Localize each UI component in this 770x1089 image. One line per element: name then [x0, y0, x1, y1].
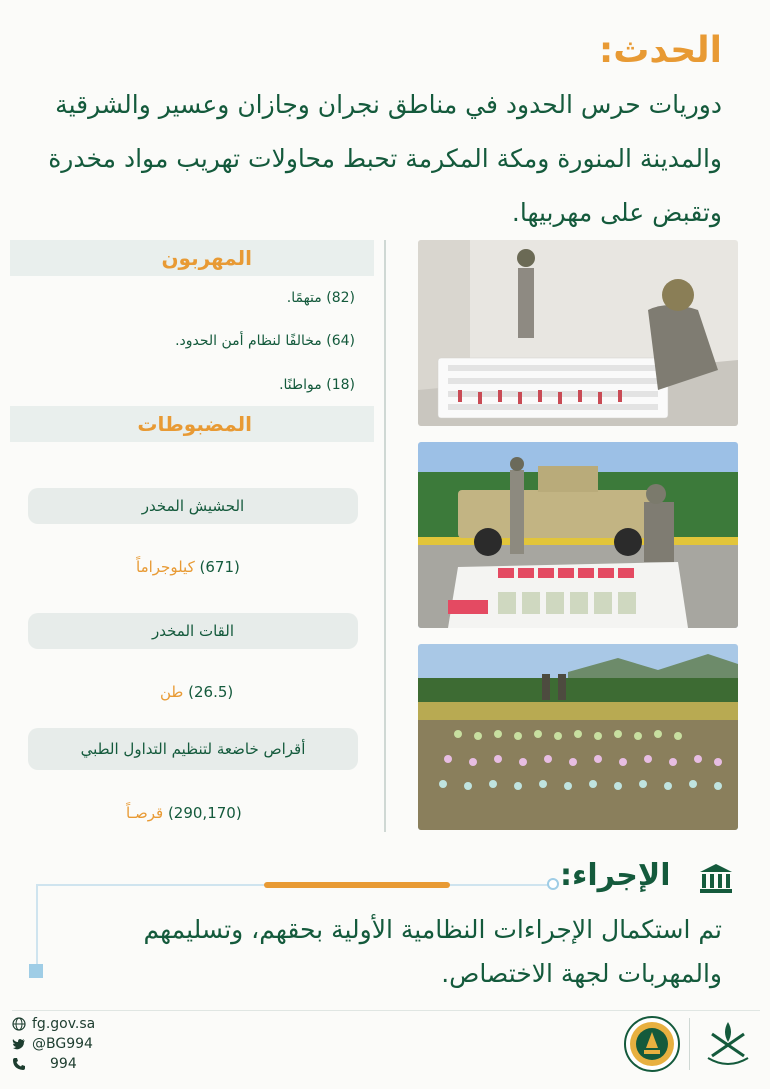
seizure-name: أقراص خاضعة لتنظيم التداول الطبي — [28, 728, 358, 770]
smugglers-header: المهربون — [10, 240, 374, 276]
smuggler-item: (18) مواطنًا. — [279, 377, 355, 393]
column-divider — [384, 240, 386, 832]
photo-patrol-truck — [418, 442, 738, 628]
border-guard-logo — [624, 1016, 680, 1072]
globe-icon — [12, 1017, 26, 1031]
decorative-dot — [547, 878, 559, 890]
twitter-link[interactable]: @BG994 — [12, 1036, 93, 1052]
accent-bar — [264, 882, 450, 888]
seizure-quantity: (671) كيلوجراماً — [136, 558, 240, 576]
decorative-line — [36, 884, 38, 966]
logo-divider — [689, 1018, 690, 1070]
phone-icon — [12, 1057, 26, 1071]
seizure-name: الحشيش المخدر — [28, 488, 358, 524]
bank-icon — [698, 862, 734, 898]
smuggler-item: (64) مخالفًا لنظام أمن الحدود. — [175, 333, 355, 349]
procedure-text: تم استكمال الإجراءات النظامية الأولية بحقهم، وتسليمهم والمهربات لجهة الاختصاص. — [143, 915, 722, 988]
phone-contact[interactable]: 994 — [12, 1056, 77, 1072]
seizure-quantity: (290,170) قرصـاً — [126, 804, 242, 822]
photo-seized-packages-indoor — [418, 240, 738, 426]
smuggler-item: (82) متهمًا. — [286, 290, 355, 306]
twitter-icon — [12, 1037, 26, 1051]
website-link[interactable]: fg.gov.sa — [12, 1016, 95, 1032]
seizures-header: المضبوطات — [10, 406, 374, 442]
seizure-name: القات المخدر — [28, 613, 358, 649]
ministry-emblem — [700, 1016, 756, 1072]
event-title: الحدث: — [598, 30, 722, 71]
event-description: دوريات حرس الحدود في مناطق نجران وجازان وعسير والشرقية والمدينة المنورة ومكة المكرمة تحبط محاولات تهريب مواد مخدرة وتقبض على مهربيها. — [48, 90, 722, 227]
seizure-quantity: (26.5) طن — [160, 683, 234, 701]
decorative-square — [29, 964, 43, 978]
photo-seized-pills-field — [418, 644, 738, 830]
procedure-title: الإجراء: — [560, 858, 671, 893]
